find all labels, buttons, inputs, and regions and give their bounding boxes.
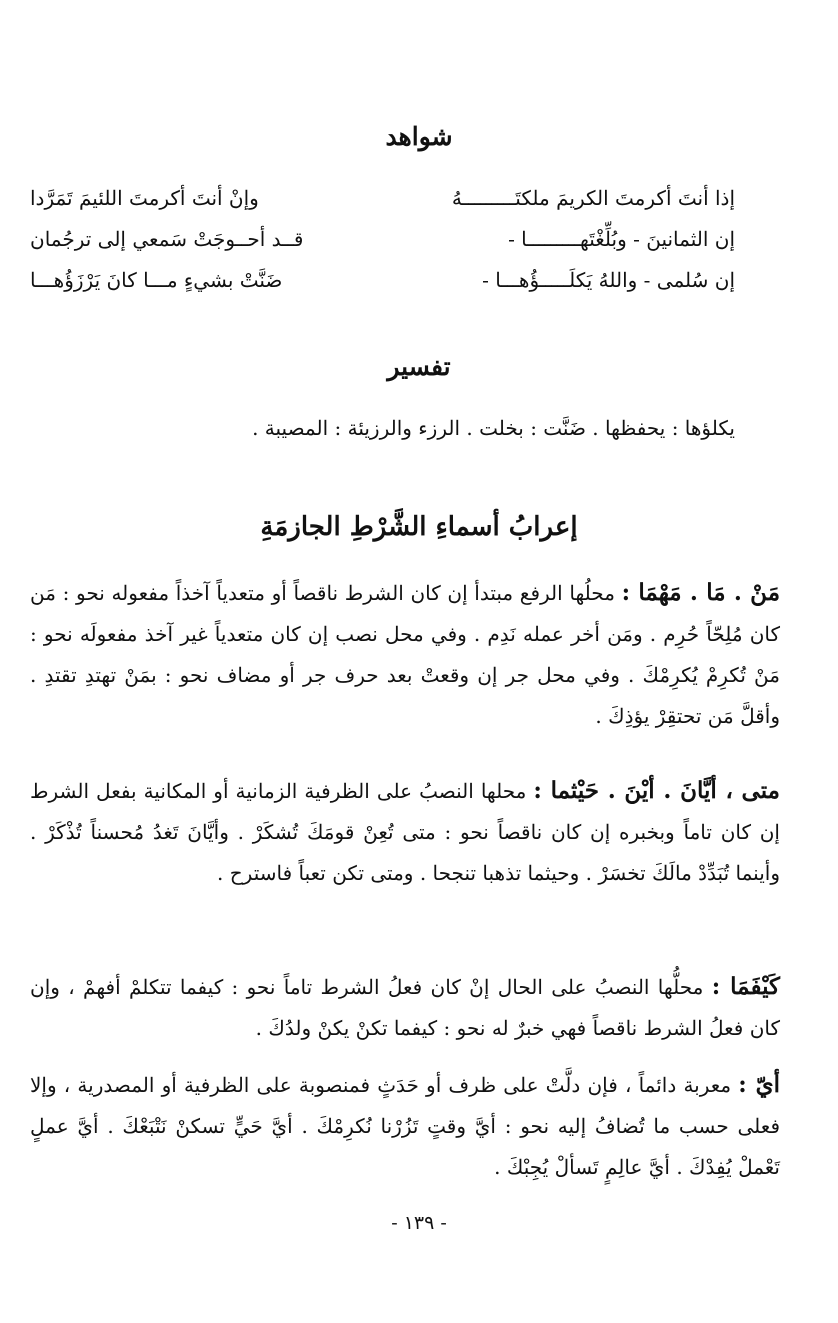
verse-3-second-hemistich: ضَنَّتْ بشيءٍ مـــا كانَ يَرْزَؤُهـــا <box>30 268 283 292</box>
tafsir-heading: تفسير <box>387 352 451 381</box>
verse-2-first-hemistich: إن الثمانينَ - وبُلِّغْتَهـــــــــا - <box>508 227 735 251</box>
verse-1-first-hemistich: إذا أنتَ أكرمتَ الكريمَ ملكتَـــــــــهُ <box>451 186 735 210</box>
paragraph-man-ma-mahma <box>30 572 780 737</box>
paragraph-ayy <box>30 1064 780 1188</box>
verse-3 <box>30 268 735 302</box>
paragraph-text: محلُها الرفع مبتدأ إن كان الشرط ناقصاً أو متعدياً آخذاً مفعوله نحو : مَن كان مُلِحّاً حُرِم . ومَن أخر عمله نَدِم . وفي محل نصب إن كان متعدياً غير آخذ مفعولَه نحو : مَنْ تُكرِمْ يُكرِمْكَ . وفي محل جر إن وقعتْ بعد حرف جر أو مضاف نحو : بمَنْ تهتدِ تقتدِ . وأقلَّ مَن تحتقِرْ يؤذِكَ . <box>30 581 780 728</box>
verse-2 <box>30 227 735 261</box>
tafsir-text: يكلؤها : يحفظها . ضَنَّت : بخلت . الرزء والرزيئة : المصيبة . <box>252 416 735 440</box>
section-title: إعرابُ أسماءِ الشَّرْطِ الجازمَةِ <box>260 512 578 542</box>
term-kayfama: كَيْفَمَا : <box>711 973 780 1000</box>
page-number: - ١٣٩ - <box>391 1212 447 1234</box>
shawahid-heading: شواهد <box>385 122 453 151</box>
paragraph-text: معربة دائماً ، فإن دلَّتْ على ظرف أو حَدَثٍ فمنصوبة على الظرفية أو المصدرية ، وإلا فعلى حسب ما تُضافُ إليه نحو : أيَّ وقتٍ تَزُرْنا نُكرِمْكَ . أيَّ حَيٍّ تسكنْ نَتْبَعْكَ . أيَّ عملٍ تَعْملْ يُفِدْكَ . أيَّ عالِمٍ تَسألْ يُجِبْكَ . <box>30 1073 780 1179</box>
verse-1 <box>30 186 735 220</box>
verse-3-first-hemistich: إن سُلمى - واللهُ يَكلَـــــؤُهـــا - <box>482 268 735 292</box>
paragraph-mata-ayyana <box>30 770 780 894</box>
verse-1-second-hemistich: وإنْ أنتَ أكرمتَ اللئيمَ تَمَرَّدا <box>30 186 259 210</box>
term-ayy: أيّ : <box>738 1071 780 1098</box>
term-mata-ayyana: متى ، أيَّانَ . أيْنَ . حَيْثما : <box>533 777 780 804</box>
term-man-ma-mahma: مَنْ . مَا . مَهْمَا : <box>621 579 781 606</box>
paragraph-text: محلُّها النصبُ على الحال إنْ كان فعلُ الشرط تاماً نحو : كيفما تتكلمْ أفهمْ ، وإن كان فعلُ الشرط ناقصاً فهي خبرٌ له نحو : كيفما تكنْ يكنْ ولدُكَ . <box>30 975 780 1040</box>
paragraph-text: محلها النصبُ على الظرفية الزمانية أو المكانية بفعل الشرط إن كان تاماً وبخبره إن كان ناقصاً نحو : متى تُعِنْ قومَكَ تُشكَرْ . وأيَّانَ تَغدُ مُحسناً تُذْكَرْ . وأينما تُبَدِّدْ مالَكَ تخسَرْ . وحيثما تذهبا تنجحا . ومتى تكن تعباً فاسترح . <box>30 779 780 885</box>
paragraph-kayfama <box>30 966 780 1049</box>
verse-2-second-hemistich: قــد أحــوجَتْ سَمعي إلى ترجُمان <box>30 227 304 251</box>
